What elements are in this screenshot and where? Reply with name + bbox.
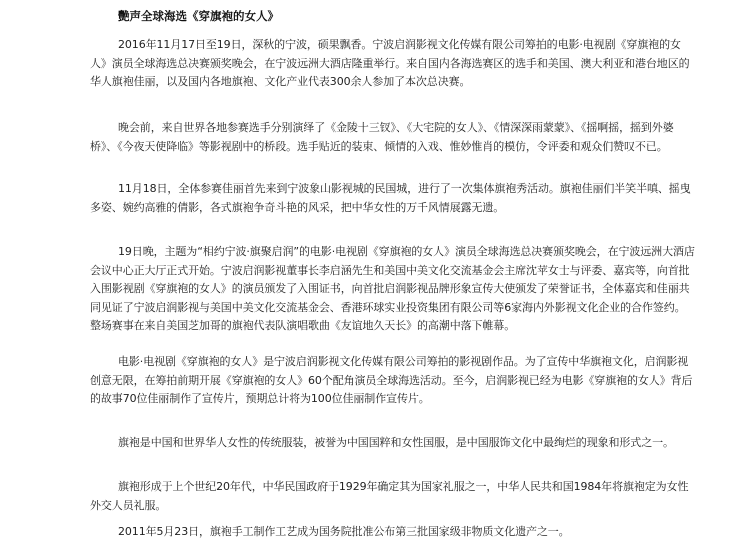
article-title: 艷声全球海选《穿旗袍的女人》 xyxy=(118,9,279,23)
paragraph-performances: 晚会前，来自世界各地参赛选手分别演绎了《金陵十三钗》、《大宅院的女人》、《情深深雨蒙蒙》、《摇啊摇，摇到外婆桥》、《今夜天使降临》等影视剧中的桥段。选手贴近的装束、倾情的入戏、惟妙惟肖的模仿，令评委和观众们赞叹不已。 xyxy=(90,121,674,153)
paragraph-intangible-heritage: 2011年5月23日，旗袍手工制作工艺成为国务院批准公布第三批国家级非物质文化遗产之一。 xyxy=(118,525,570,538)
paragraph-film-project: 电影·电视剧《穿旗袍的女人》是宁波启润影视文化传媒有限公司筹拍的影视剧作品。为了宣传中华旗袍文化，启润影视创意无限，在筹拍前期开展《穿旗袍的女人》60个配角演员全球海选活动。至今，启润影视已经为电影《穿旗袍的女人》背后的故事70位佳丽制作了宣传片，预期总计将为100位佳丽制作宣传片。 xyxy=(90,355,693,405)
paragraph-qipao-show: 11月18日，全体参赛佳丽首先来到宁波象山影视城的民国城，进行了一次集体旗袍秀活动。旗袍佳丽们半笑半嗔、摇曳多姿、婉约高雅的倩影，各式旗袍争奇斗艳的风采，把中华女性的万千风情展露无遗。 xyxy=(90,182,691,214)
paragraph-award-ceremony: 19日晚，主题为“相约宁波·旗聚启润”的电影·电视剧《穿旗袍的女人》演员全球海选总决赛颁奖晚会，在宁波远洲大酒店会议中心正大厅正式开始。宁波启润影视董事长李启涵先生和美国中美文化交流基金会主席沈苹女士与评委、嘉宾等，向首批入围影视剧《穿旗袍的女人》的演员颁发了入围证书，向首批启润影视品牌形象宣传大使颁发了荣誉证书，全体嘉宾和佳丽共同见证了宁波启润影视与美国中美文化交流基金会、香港环球实业投资集团有限公司等6家海内外影视文化企业的合作签约。整场赛事在来自美国芝加哥的旗袍代表队演唱歌曲《友谊地久天长》的高潮中落下帷幕。 xyxy=(90,245,695,332)
paragraph-qipao-definition: 旗袍是中国和世界华人女性的传统服装，被誉为中国国粹和女性国服，是中国服饰文化中最绚烂的现象和形式之一。 xyxy=(118,436,674,449)
paragraph-final-event: 2016年11月17日至19日，深秋的宁波，硕果飘香。宁波启润影视文化传媒有限公司筹拍的电影·电视剧《穿旗袍的女人》演员全球海选总决赛颁奖晚会，在宁波远洲大酒店隆重举行。来自国内各海选赛区的选手和美国、澳大利亚和港台地区的华人旗袍佳丽，以及国内各地旗袍、文化产业代表300余人参加了本次总决赛。 xyxy=(90,38,690,88)
paragraph-qipao-history: 旗袍形成于上个世纪20年代，中华民国政府于1929年确定其为国家礼服之一，中华人民共和国1984年将旗袍定为女性外交人员礼服。 xyxy=(90,480,689,512)
